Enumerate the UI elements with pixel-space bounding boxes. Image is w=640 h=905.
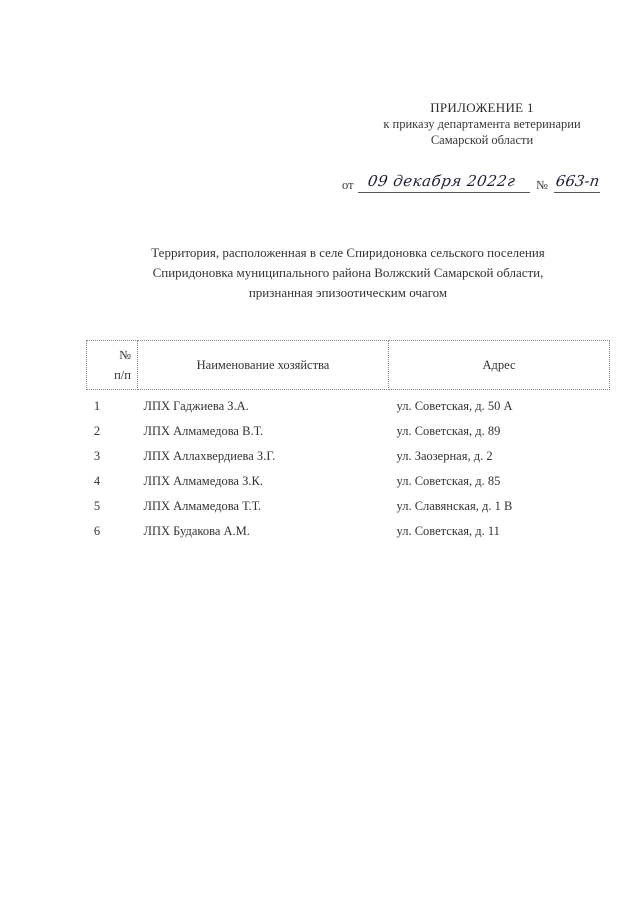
heading-line-3: признанная эпизоотическим очагом [248, 285, 448, 300]
document-heading [60, 243, 636, 303]
appendix-line-2: Самарской области [430, 133, 534, 147]
row-number: 4 [93, 474, 101, 488]
header-farm-name: Наименование хозяйства [138, 341, 389, 390]
order-number-handwritten: 663-п [554, 172, 601, 190]
farms-table [86, 340, 610, 544]
row-number: 1 [93, 399, 101, 413]
order-date-handwritten: 09 декабря 2022г [366, 172, 517, 190]
appendix-title: ПРИЛОЖЕНИЕ 1 [430, 100, 534, 115]
header-number-abbr: п/п [114, 368, 131, 382]
table-row [87, 469, 610, 494]
row-number: 5 [93, 499, 101, 513]
row-farm-name: ЛПХ Будакова А.М. [143, 524, 250, 538]
table-row [87, 519, 610, 544]
row-number: 2 [93, 424, 101, 438]
appendix-line-1: к приказу департамента ветеринарии [383, 117, 581, 131]
header-number-symbol: № [119, 348, 131, 362]
table-header-row [87, 341, 610, 390]
order-reference [340, 172, 610, 196]
row-number: 3 [93, 449, 101, 463]
row-farm-name: ЛПХ Аллахвердиева З.Г. [143, 449, 276, 463]
row-farm-name: ЛПХ Алмамедова Т.Т. [143, 499, 262, 513]
order-from-label: от [342, 178, 354, 192]
heading-line-1: Территория, расположенная в селе Спиридоновка сельского поселения [151, 245, 545, 260]
row-address: ул. Заозерная, д. 2 [396, 449, 493, 463]
header-address: Адрес [389, 341, 610, 390]
header-number [87, 341, 138, 390]
row-address: ул. Славянская, д. 1 В [396, 499, 513, 513]
heading-line-2: Спиридоновка муниципального района Волжский Самарской области, [152, 265, 544, 280]
row-address: ул. Советская, д. 85 [396, 474, 501, 488]
appendix-block [352, 100, 612, 148]
row-address: ул. Советская, д. 89 [396, 424, 501, 438]
row-farm-name: ЛПХ Алмамедова З.К. [143, 474, 263, 488]
table-row [87, 419, 610, 444]
row-address: ул. Советская, д. 50 А [396, 399, 513, 413]
row-number: 6 [93, 524, 101, 538]
table-row [87, 390, 610, 420]
table-row [87, 444, 610, 469]
date-underline [358, 192, 530, 193]
row-address: ул. Советская, д. 11 [396, 524, 500, 538]
order-number-label: № [536, 178, 548, 192]
number-underline [554, 192, 600, 193]
row-farm-name: ЛПХ Алмамедова В.Т. [143, 424, 264, 438]
table-row [87, 494, 610, 519]
row-farm-name: ЛПХ Гаджиева З.А. [143, 399, 249, 413]
